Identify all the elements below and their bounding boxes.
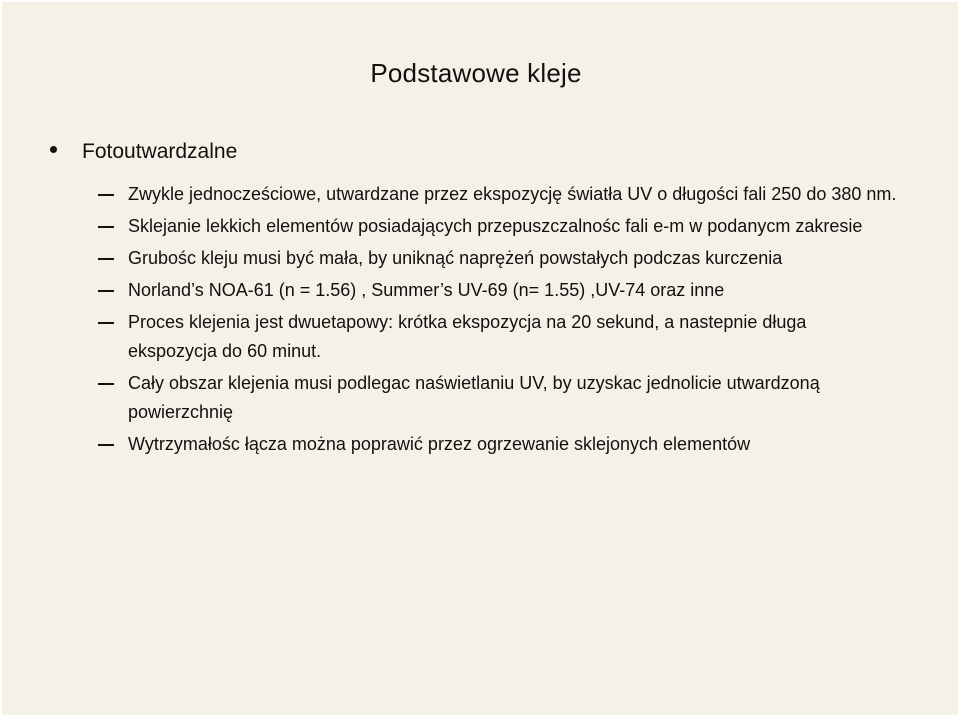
dash-icon (98, 194, 114, 196)
sub-bullet-text: Proces klejenia jest dwuetapowy: krótka ekspozycja na 20 sekund, a nastepnie długa ekspozycja do 60 minut. (128, 312, 807, 361)
sub-bullet-item (98, 430, 898, 459)
sub-bullet-text: Grubośc kleju musi być mała, by uniknąć naprężeń powstałych podczas kurczenia (128, 248, 783, 268)
slide (2, 2, 958, 715)
sub-bullet-text: Sklejanie lekkich elementów posiadających przepuszczalnośc fali e-m w podanycm zakresie (128, 216, 863, 236)
dash-icon (98, 444, 114, 446)
slide-title: Podstawowe kleje (370, 58, 582, 88)
bullet-text: Fotoutwardzalne (82, 140, 238, 163)
bullet-dot-icon (50, 146, 57, 153)
dash-icon (98, 383, 114, 385)
sub-bullet-list (98, 180, 898, 462)
dash-icon (98, 290, 114, 292)
sub-bullet-text: Wytrzymałośc łącza można poprawić przez ogrzewanie sklejonych elementów (128, 434, 751, 454)
dash-icon (98, 226, 114, 228)
sub-bullet-item (98, 276, 898, 305)
sub-bullet-text: Zwykle jednocześciowe, utwardzane przez ekspozycję światła UV o długości fali 250 do 380 nm. (128, 184, 897, 204)
sub-bullet-item (98, 180, 898, 209)
dash-icon (98, 322, 114, 324)
bullet-item (50, 140, 910, 164)
sub-bullet-text: Norland’s NOA-61 (n = 1.56) , Summer’s UV-69 (n= 1.55) ,UV-74 oraz inne (128, 280, 725, 300)
sub-bullet-item (98, 244, 898, 273)
dash-icon (98, 258, 114, 260)
sub-bullet-item (98, 369, 898, 427)
sub-bullet-item (98, 212, 898, 241)
sub-bullet-item (98, 308, 898, 366)
sub-bullet-text: Cały obszar klejenia musi podlegac naświetlaniu UV, by uzyskac jednolicie utwardzoną powierzchnię (128, 373, 820, 422)
